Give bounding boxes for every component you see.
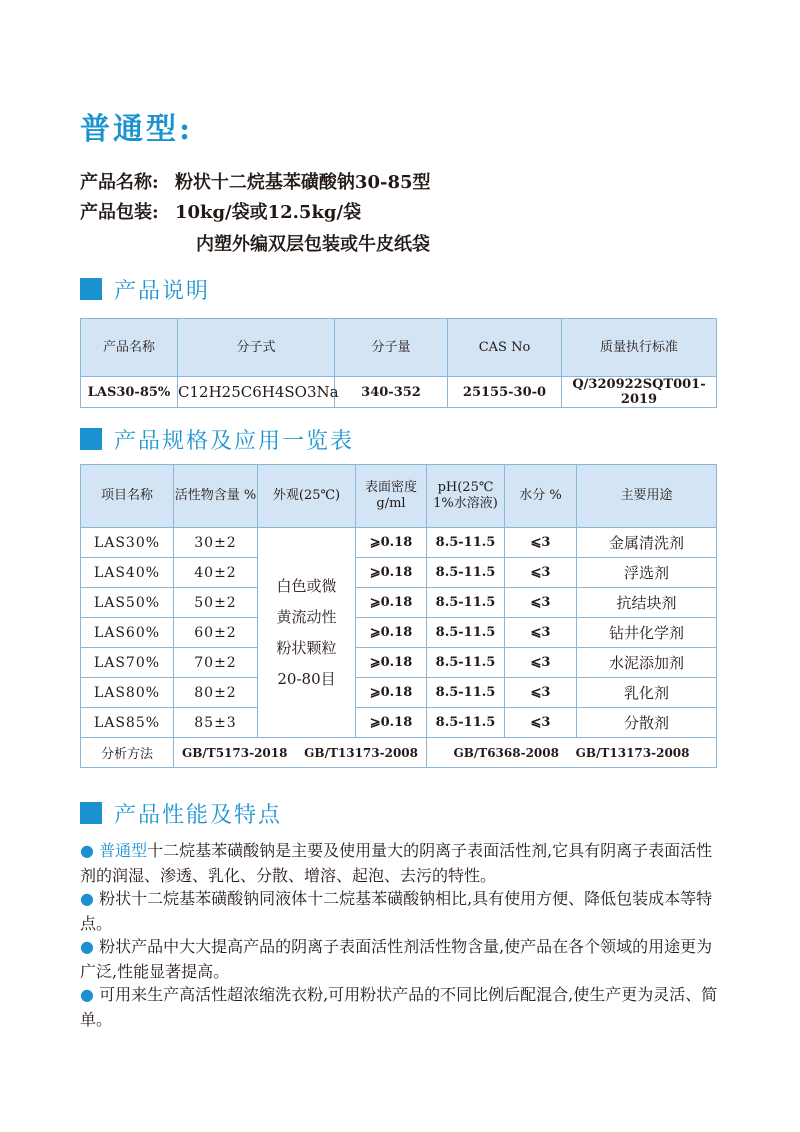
feature-text: 粉状产品中大大提高产品的阴离子表面活性剂活性物含量,使产品在各个领域的用途更为广泛,性能显著提高。 — [80, 937, 713, 981]
square-bullet-icon — [80, 802, 102, 824]
product-cell: LAS30% — [81, 528, 174, 558]
active-content-cell: 50±2 — [174, 588, 258, 618]
appearance-cell — [258, 528, 356, 738]
bullet-dot-icon: ● — [80, 889, 94, 908]
product-cell: LAS60% — [81, 618, 174, 648]
product-description-table — [80, 318, 717, 408]
appearance-line: 黄流动性 — [276, 607, 337, 626]
analysis-method-row — [81, 738, 717, 768]
table-header-row — [81, 465, 717, 528]
table-row — [81, 678, 717, 708]
use-cell: 分散剂 — [577, 708, 717, 738]
ph-cell: 8.5-11.5 — [427, 678, 505, 708]
analysis-method-right: GB/T6368-2008 GB/T13173-2008 — [427, 738, 717, 768]
use-cell: 钻井化学剂 — [577, 618, 717, 648]
header-cell: 分子量 — [335, 319, 448, 377]
header-cell: 质量执行标准 — [562, 319, 717, 377]
appearance-line: 粉状颗粒 — [276, 638, 337, 657]
ph-cell: 8.5-11.5 — [427, 558, 505, 588]
product-package-value: 10kg/袋或12.5kg/袋 — [174, 202, 362, 223]
water-cell: ⩽3 — [505, 708, 577, 738]
density-cell: ⩾0.18 — [356, 588, 427, 618]
header-cell: 表面密度 g/ml — [356, 465, 427, 528]
water-cell: ⩽3 — [505, 618, 577, 648]
ph-cell: 8.5-11.5 — [427, 708, 505, 738]
product-name-label: 产品名称: — [80, 172, 159, 193]
section-heading-description — [80, 274, 210, 304]
product-package-line — [80, 198, 361, 224]
bullet-dot-icon: ● — [80, 841, 94, 860]
table-row — [81, 648, 717, 678]
page-title: 普通型: — [80, 112, 194, 147]
table-row — [81, 377, 717, 408]
section-title: 产品说明 — [114, 278, 211, 304]
analysis-method-left: GB/T5173-2018 GB/T13173-2008 — [174, 738, 427, 768]
water-cell: ⩽3 — [505, 588, 577, 618]
feature-text: 十二烷基苯磺酸钠是主要及使用量大的阴离子表面活性剂,它具有阴离子表面活性剂的润湿、渗透、乳化、分散、增溶、起泡、去污的特性。 — [80, 841, 713, 885]
use-cell: 浮选剂 — [577, 558, 717, 588]
appearance-line: 白色或微 — [276, 576, 337, 595]
ph-cell: 8.5-11.5 — [427, 648, 505, 678]
header-cell: 项目名称 — [81, 465, 174, 528]
ph-cell: 8.5-11.5 — [427, 618, 505, 648]
water-cell: ⩽3 — [505, 558, 577, 588]
ph-cell: 8.5-11.5 — [427, 588, 505, 618]
feature-text: 粉状十二烷基苯磺酸钠同液体十二烷基苯磺酸钠相比,具有使用方便、降低包装成本等特点。 — [80, 889, 713, 933]
ph-cell: 8.5-11.5 — [427, 528, 505, 558]
header-cell: 活性物含量 % — [174, 465, 258, 528]
density-cell: ⩾0.18 — [356, 528, 427, 558]
feature-paragraph — [80, 886, 720, 936]
table-row — [81, 618, 717, 648]
feature-paragraph — [80, 838, 720, 888]
feature-paragraph — [80, 934, 720, 984]
quality-standard-cell: Q/320922SQT001-2019 — [562, 377, 717, 408]
bullet-dot-icon: ● — [80, 937, 94, 956]
active-content-cell: 70±2 — [174, 648, 258, 678]
density-cell: ⩾0.18 — [356, 558, 427, 588]
section-heading-features — [80, 798, 282, 828]
product-package-value-2: 内塑外编双层包装或牛皮纸袋 — [196, 234, 430, 255]
feature-paragraph — [80, 982, 720, 1032]
water-cell: ⩽3 — [505, 528, 577, 558]
table-row — [81, 588, 717, 618]
table-header-row — [81, 319, 717, 377]
molecular-formula-cell: C12H25C6H4SO3Na — [178, 377, 335, 408]
density-cell: ⩾0.18 — [356, 618, 427, 648]
active-content-cell: 60±2 — [174, 618, 258, 648]
section-heading-specs — [80, 424, 354, 454]
product-name-cell: LAS30-85% — [81, 377, 178, 408]
cas-number-cell: 25155-30-0 — [448, 377, 562, 408]
section-title: 产品规格及应用一览表 — [114, 428, 355, 454]
product-package-label: 产品包装: — [80, 202, 159, 223]
use-cell: 金属清洗剂 — [577, 528, 717, 558]
header-cell: 水分 % — [505, 465, 577, 528]
product-name-line — [80, 168, 431, 194]
table-row — [81, 528, 717, 558]
header-cell: 主要用途 — [577, 465, 717, 528]
product-cell: LAS85% — [81, 708, 174, 738]
active-content-cell: 85±3 — [174, 708, 258, 738]
use-cell: 乳化剂 — [577, 678, 717, 708]
appearance-line: 20-80目 — [277, 669, 336, 688]
header-cell: 分子式 — [178, 319, 335, 377]
spec-application-table — [80, 464, 717, 768]
header-cell: CAS No — [448, 319, 562, 377]
molecular-weight-cell: 340-352 — [335, 377, 448, 408]
square-bullet-icon — [80, 278, 102, 300]
product-name-value: 粉状十二烷基苯磺酸钠30-85型 — [174, 172, 431, 193]
use-cell: 抗结块剂 — [577, 588, 717, 618]
density-cell: ⩾0.18 — [356, 678, 427, 708]
table-row — [81, 558, 717, 588]
header-cell: pH(25℃ 1%水溶液) — [427, 465, 505, 528]
square-bullet-icon — [80, 428, 102, 450]
section-title: 产品性能及特点 — [114, 802, 283, 828]
feature-highlight: 普通型 — [99, 841, 148, 860]
analysis-method-label: 分析方法 — [81, 738, 174, 768]
density-cell: ⩾0.18 — [356, 648, 427, 678]
product-cell: LAS50% — [81, 588, 174, 618]
bullet-dot-icon: ● — [80, 985, 94, 1004]
active-content-cell: 80±2 — [174, 678, 258, 708]
active-content-cell: 40±2 — [174, 558, 258, 588]
product-cell: LAS70% — [81, 648, 174, 678]
active-content-cell: 30±2 — [174, 528, 258, 558]
water-cell: ⩽3 — [505, 648, 577, 678]
density-cell: ⩾0.18 — [356, 708, 427, 738]
table-row — [81, 708, 717, 738]
header-cell: 外观(25℃) — [258, 465, 356, 528]
header-cell: 产品名称 — [81, 319, 178, 377]
water-cell: ⩽3 — [505, 678, 577, 708]
product-cell: LAS80% — [81, 678, 174, 708]
feature-text: 可用来生产高活性超浓缩洗衣粉,可用粉状产品的不同比例后配混合,使生产更为灵活、简单。 — [80, 985, 718, 1029]
product-cell: LAS40% — [81, 558, 174, 588]
use-cell: 水泥添加剂 — [577, 648, 717, 678]
